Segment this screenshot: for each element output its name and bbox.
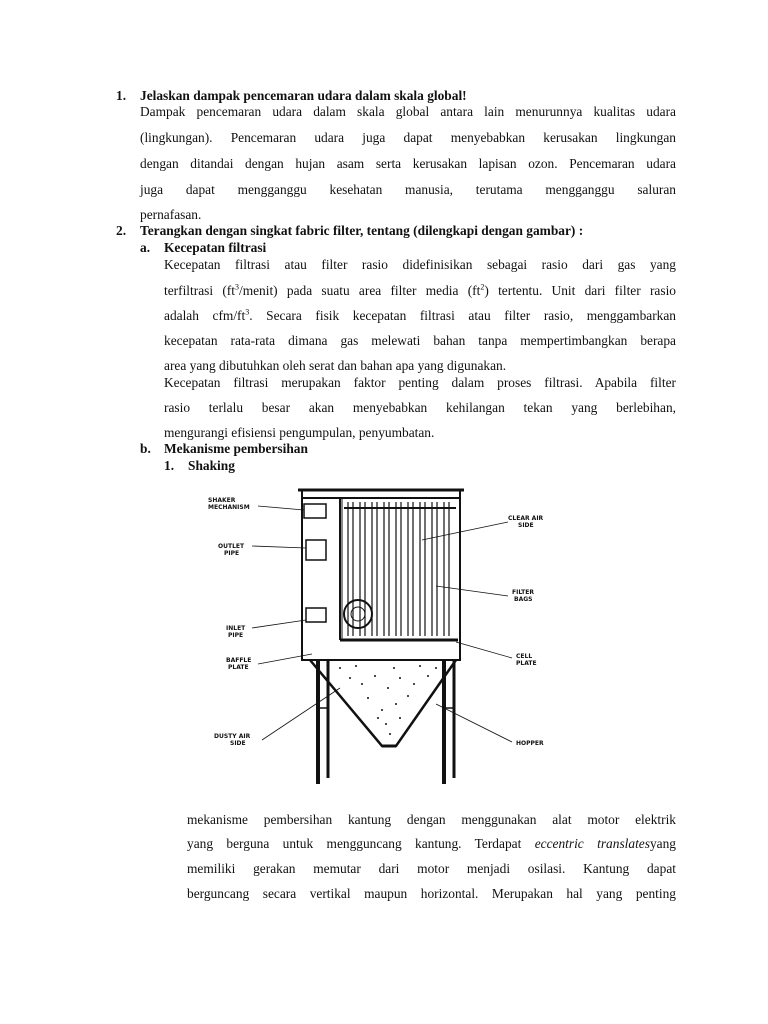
q2b-title: Mekanisme pembersihan	[164, 441, 308, 456]
label-shaker-2: MECHANISM	[208, 504, 250, 511]
q1-number: 1.	[116, 88, 127, 103]
label-baffle-2: PLATE	[228, 664, 249, 671]
q2a-line-1: Kecepatan filtrasi atau filter rasio didefinisikan sebagai rasio dari gas yang	[164, 257, 676, 272]
q2a-line-5: area yang dibutuhkan oleh serat dan bahan apa yang digunakan.	[164, 358, 507, 373]
q1-line-5: pernafasan.	[140, 207, 202, 222]
q1-line-3: dengan ditandai dengan hujan asam serta kerusakan lapisan ozon. Pencemaran udara	[140, 156, 676, 171]
hopper-shape	[310, 660, 456, 746]
filter-bags-group	[344, 502, 456, 636]
label-dusty-1: DUSTY AIR	[214, 733, 251, 740]
label-hopper: HOPPER	[516, 740, 544, 747]
label-shaker-1: SHAKER	[208, 497, 236, 504]
label-baffle-1: BAFFLE	[226, 657, 252, 664]
q1-title: Jelaskan dampak pencemaran udara dalam skala global!	[140, 88, 467, 103]
label-inlet-1: INLET	[226, 625, 246, 632]
dust-speckles	[339, 665, 437, 735]
q2a-line-4: kecepatan rata-rata dimana gas melewati bahan tanpa mempertimbangkan berapa	[164, 333, 676, 348]
label-bags-2: BAGS	[514, 596, 533, 603]
q2-number: 2.	[116, 223, 127, 238]
shaker-baghouse-diagram	[200, 478, 580, 798]
label-clear-1: CLEAR AIR	[508, 515, 544, 522]
q2a-line-8: mengurangi efisiensi pengumpulan, penyumbatan.	[164, 425, 435, 440]
q2b-sub1-number: 1.	[164, 458, 175, 473]
label-outlet-1: OUTLET	[218, 543, 245, 550]
q2b-para-line-3: memiliki gerakan memutar dari motor menjadi osilasi. Kantung dapat	[187, 861, 676, 876]
label-inlet-2: PIPE	[228, 632, 244, 639]
label-cell-1: CELL	[516, 653, 533, 660]
label-clear-2: SIDE	[518, 522, 534, 529]
q2a-letter: a.	[140, 240, 151, 255]
q2b-para-line-2: yang berguna untuk mengguncang kantung. Terdapat eccentric translatesyang	[187, 836, 676, 851]
label-dusty-2: SIDE	[230, 740, 246, 747]
q2a-line-6: Kecepatan filtrasi merupakan faktor penting dalam proses filtrasi. Apabila filter	[164, 375, 676, 390]
q2-title: Terangkan dengan singkat fabric filter, tentang (dilengkapi dengan gambar) :	[140, 223, 584, 238]
q2a-line-3: adalah cfm/$ft^3$. Secara fisik kecepatan filtrasi atau filter rasio, menggambarkan	[164, 307, 677, 323]
outlet-pipe-shape	[306, 540, 326, 560]
label-bags-1: FILTER	[512, 589, 534, 596]
q2a-line-7: rasio terlalu besar akan menyebabkan kehilangan tekan yang berlebihan,	[164, 400, 676, 415]
label-outlet-2: PIPE	[224, 550, 240, 557]
q2a-title: Kecepatan filtrasi	[164, 240, 267, 255]
shaker-mechanism-box	[304, 504, 326, 518]
q2b-letter: b.	[140, 441, 151, 456]
leader-lines	[252, 506, 512, 742]
q1-line-1: Dampak pencemaran udara dalam skala global antara lain menurunnya kualitas udara	[140, 104, 676, 119]
q2b-para-line-4: berguncang secara vertikal maupun horizontal. Merupakan hal yang penting	[187, 886, 676, 901]
q2a-line-2: terfiltrasi $(ft^3/menit)$ pada suatu area filter media $(ft^2)$ tertentu. Unit dari filter rasio	[164, 282, 676, 298]
label-cell-2: PLATE	[516, 660, 537, 667]
q1-line-2: (lingkungan). Pencemaran udara juga dapat menyebabkan kerusakan lingkungan	[140, 130, 676, 145]
q2b-sub1-title: Shaking	[188, 458, 235, 473]
q2b-para-line-1: mekanisme pembersihan kantung dengan menggunakan alat motor elektrik	[187, 812, 676, 827]
inlet-pipe-shape	[306, 608, 326, 622]
q1-line-4: juga dapat mengganggu kesehatan manusia, terutama mengganggu saluran	[140, 182, 676, 197]
